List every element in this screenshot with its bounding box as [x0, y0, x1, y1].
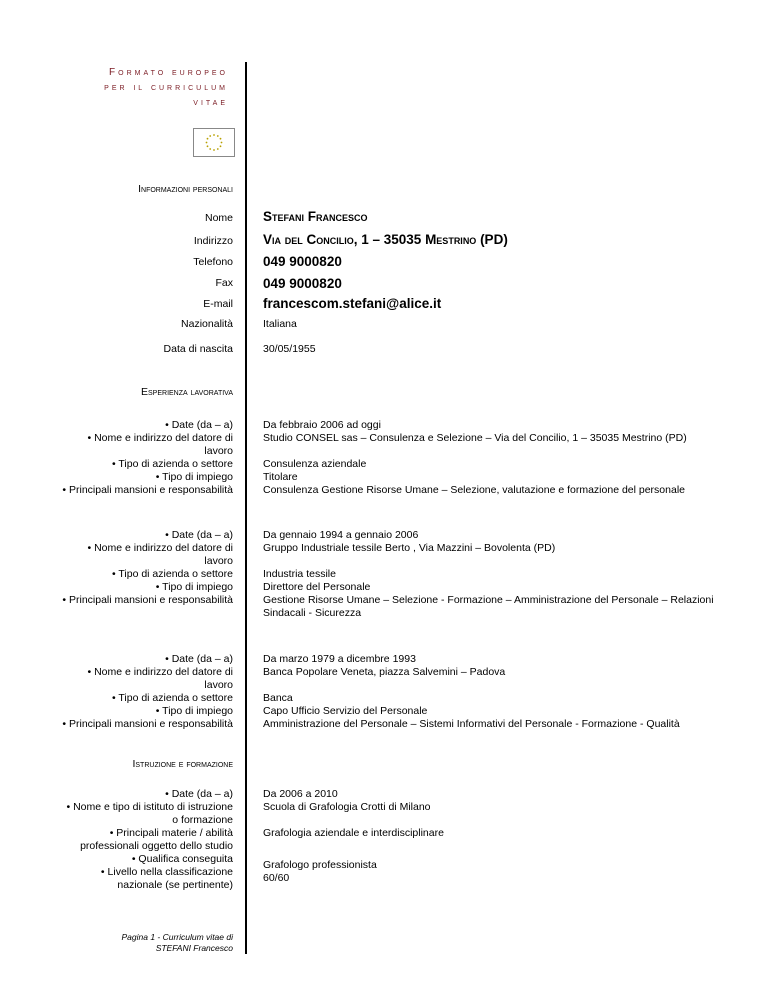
cv-title — [60, 65, 228, 110]
nationality-label: Nazionalità — [181, 318, 233, 330]
email-label: E-mail — [203, 298, 233, 310]
birth-date-label: Data di nascita — [163, 343, 233, 355]
experience-job: Direttore del Personale — [263, 581, 371, 593]
birth-date-value: 30/05/1955 — [263, 343, 316, 355]
employer-label-cont: lavoro — [204, 445, 233, 457]
employer-label: • Nome e indirizzo del datore di — [87, 542, 233, 554]
name-label: Nome — [204, 212, 233, 224]
experience-labels-1 — [60, 419, 233, 497]
job-label: • Tipo di impiego — [155, 471, 233, 483]
employer-label-cont: lavoro — [204, 679, 233, 691]
dates-label: • Date (da – a) — [165, 529, 233, 541]
footer-line-2: STEFANI Francesco — [155, 943, 233, 953]
section-personal-info: Informazioni personali — [138, 183, 233, 195]
section-education: Istruzione e formazione — [132, 758, 233, 770]
experience-job: Titolare — [263, 471, 298, 483]
experience-labels-2 — [60, 529, 233, 607]
experience-sector: Industria tessile — [263, 568, 336, 580]
edu-subjects-label: • Principali materie / abilità — [109, 827, 233, 839]
sector-label: • Tipo di azienda o settore — [111, 568, 233, 580]
job-label: • Tipo di impiego — [155, 581, 233, 593]
address-value: Via del Concilio, 1 – 35035 Mestrino (PD) — [263, 232, 508, 247]
job-label: • Tipo di impiego — [155, 705, 233, 717]
edu-qualification-label: • Qualifica conseguita — [131, 853, 233, 865]
footer-line-1: Pagina 1 - Curriculum vitae di — [121, 932, 233, 942]
employer-label: • Nome e indirizzo del datore di — [87, 432, 233, 444]
dates-label: • Date (da – a) — [165, 653, 233, 665]
fax-label: Fax — [215, 277, 233, 289]
employer-label: • Nome e indirizzo del datore di — [87, 666, 233, 678]
edu-qualification: Grafologo professionista — [263, 859, 377, 871]
sector-label: • Tipo di azienda o settore — [111, 692, 233, 704]
experience-entry-2 — [263, 529, 733, 620]
edu-dates: Da 2006 a 2010 — [263, 788, 338, 800]
edu-institute: Scuola di Grafologia Crotti di Milano — [263, 801, 431, 813]
experience-dates: Da febbraio 2006 ad oggi — [263, 419, 381, 431]
experience-dates: Da marzo 1979 a dicembre 1993 — [263, 653, 416, 665]
edu-institute-label: • Nome e tipo di istituto di istruzione — [66, 801, 233, 813]
experience-employer: Gruppo Industriale tessile Berto , Via Mazzini – Bovolenta (PD) — [263, 542, 556, 554]
page-footer — [100, 932, 233, 954]
duties-label: • Principali mansioni e responsabilità — [62, 594, 233, 606]
cv-title-line-1: Formato europeo — [109, 67, 228, 78]
eu-flag-logo — [193, 128, 235, 157]
edu-subjects-label-cont: professionali oggetto dello studio — [80, 840, 233, 852]
experience-sector: Consulenza aziendale — [263, 458, 367, 470]
education-labels — [60, 788, 233, 892]
vertical-divider — [245, 62, 247, 954]
edu-level-label: • Livello nella classificazione — [100, 866, 233, 878]
edu-level-label-cont: nazionale (se pertinente) — [117, 879, 233, 891]
experience-job: Capo Ufficio Servizio del Personale — [263, 705, 428, 717]
fax-value: 049 9000820 — [263, 276, 342, 291]
email-value: francescom.stefani@alice.it — [263, 296, 442, 311]
name-value: Stefani Francesco — [263, 209, 368, 224]
experience-labels-3 — [60, 653, 233, 731]
experience-employer: Banca Popolare Veneta, piazza Salvemini – Padova — [263, 666, 506, 678]
nationality-value: Italiana — [263, 318, 297, 330]
experience-duties: Gestione Risorse Umane – Selezione - Formazione – Amministrazione del Personale – Relazioni Sindacali - Sicurezza — [263, 594, 714, 619]
cv-title-line-3: vitae — [193, 97, 228, 108]
experience-entry-3 — [263, 653, 733, 731]
edu-dates-label: • Date (da – a) — [165, 788, 233, 800]
phone-label: Telefono — [193, 256, 233, 268]
employer-label-cont: lavoro — [204, 555, 233, 567]
experience-sector: Banca — [263, 692, 293, 704]
edu-subjects: Grafologia aziendale e interdisciplinare — [263, 827, 444, 839]
experience-duties: Consulenza Gestione Risorse Umane – Selezione, valutazione e formazione del personale — [263, 484, 685, 496]
duties-label: • Principali mansioni e responsabilità — [62, 718, 233, 730]
experience-employer: Studio CONSEL sas – Consulenza e Selezione – Via del Concilio, 1 – 35035 Mestrino (PD) — [263, 432, 687, 444]
edu-institute-label-cont: o formazione — [172, 814, 233, 826]
education-entry — [263, 788, 733, 885]
sector-label: • Tipo di azienda o settore — [111, 458, 233, 470]
experience-duties: Amministrazione del Personale – Sistemi Informativi del Personale - Formazione - Qualità — [263, 718, 680, 730]
experience-entry-1 — [263, 419, 733, 497]
phone-value: 049 9000820 — [263, 254, 342, 269]
cv-title-line-2: per il curriculum — [104, 82, 228, 93]
edu-level: 60/60 — [263, 872, 290, 884]
section-work-experience: Esperienza lavorativa — [141, 386, 233, 398]
duties-label: • Principali mansioni e responsabilità — [62, 484, 233, 496]
dates-label: • Date (da – a) — [165, 419, 233, 431]
address-label: Indirizzo — [193, 235, 233, 247]
experience-dates: Da gennaio 1994 a gennaio 2006 — [263, 529, 419, 541]
